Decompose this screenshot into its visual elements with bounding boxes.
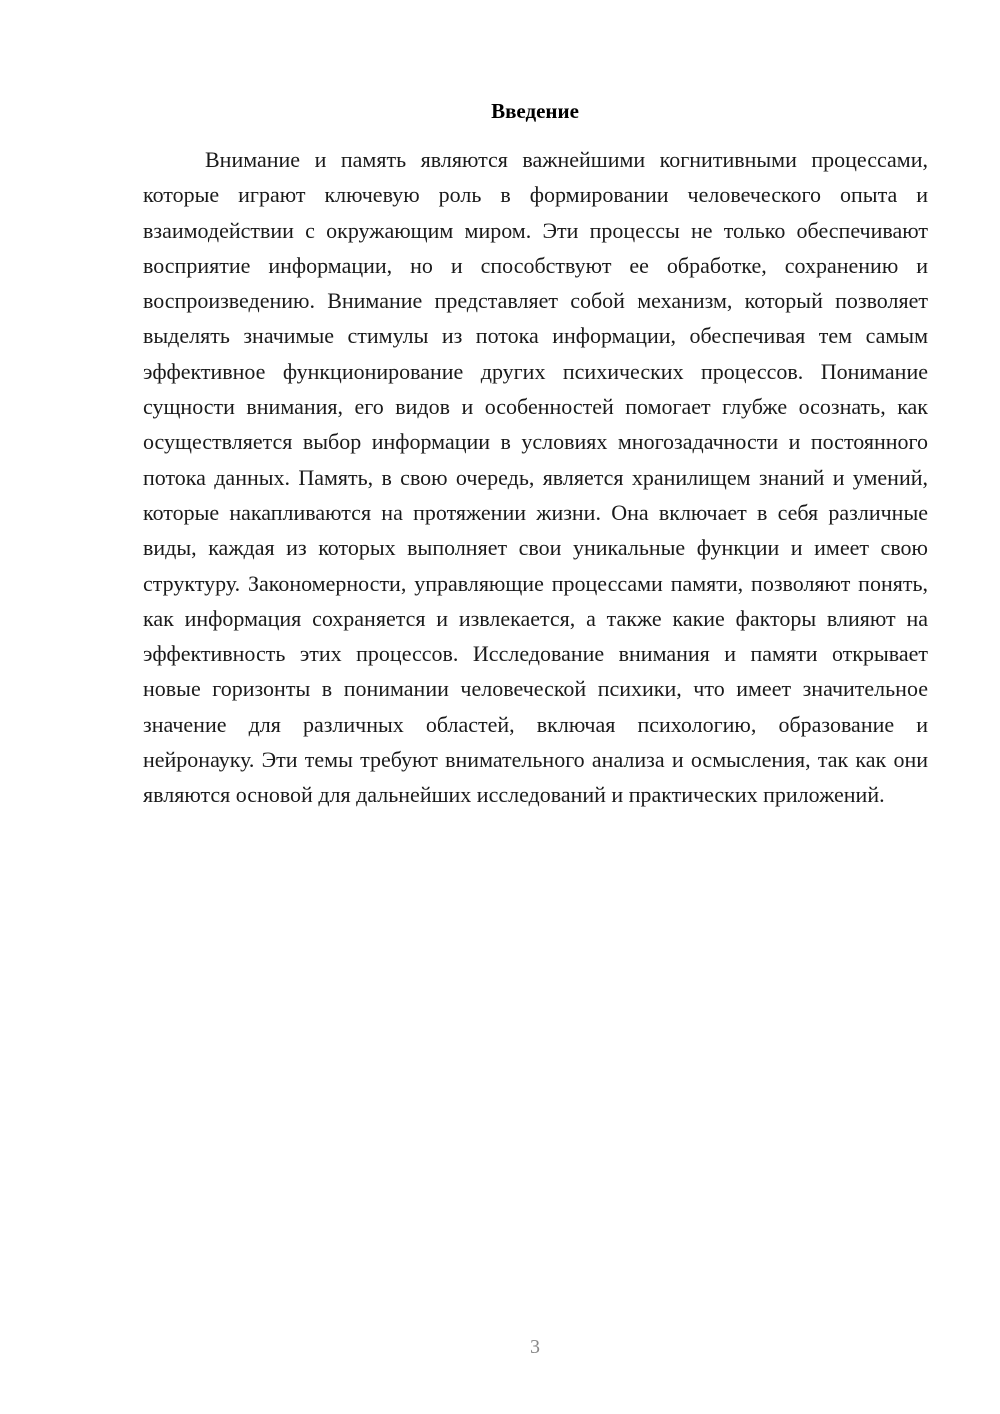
- body-paragraph: Внимание и память являются важнейшими когнитивными процессами, которые играют ключевую роль в формировании человеческого опыта и взаимодействии с окружающим миром. Эти процессы не только обеспечивают восприятие информации, но и способствуют ее обработке, сохранению и воспроизведению. Внимание представляет собой механизм, который позволяет выделять значимые стимулы из потока информации, обеспечивая тем самым эффективное функционирование других психических процессов. Понимание сущности внимания, его видов и особенностей помогает глубже осознать, как осуществляется выбор информации в условиях многозадачности и постоянного потока данных. Память, в свою очередь, является хранилищем знаний и умений, которые накапливаются на протяжении жизни. Она включает в себя различные виды, каждая из которых выполняет свои уникальные функции и имеет свою структуру. Закономерности, управляющие процессами памяти, позволяют понять, как информация сохраняется и извлекается, а также какие факторы влияют на эффективность этих процессов. Исследование внимания и памяти открывает новые горизонты в понимании человеческой психики, что имеет значительное значение для различных областей, включая психологию, образование и нейронауку. Эти темы требуют внимательного анализа и осмысления, так как они являются основой для дальнейших исследований и практических приложений.: [143, 147, 928, 808]
- page-number: 3: [530, 1336, 540, 1358]
- section-heading: Введение: [491, 99, 579, 123]
